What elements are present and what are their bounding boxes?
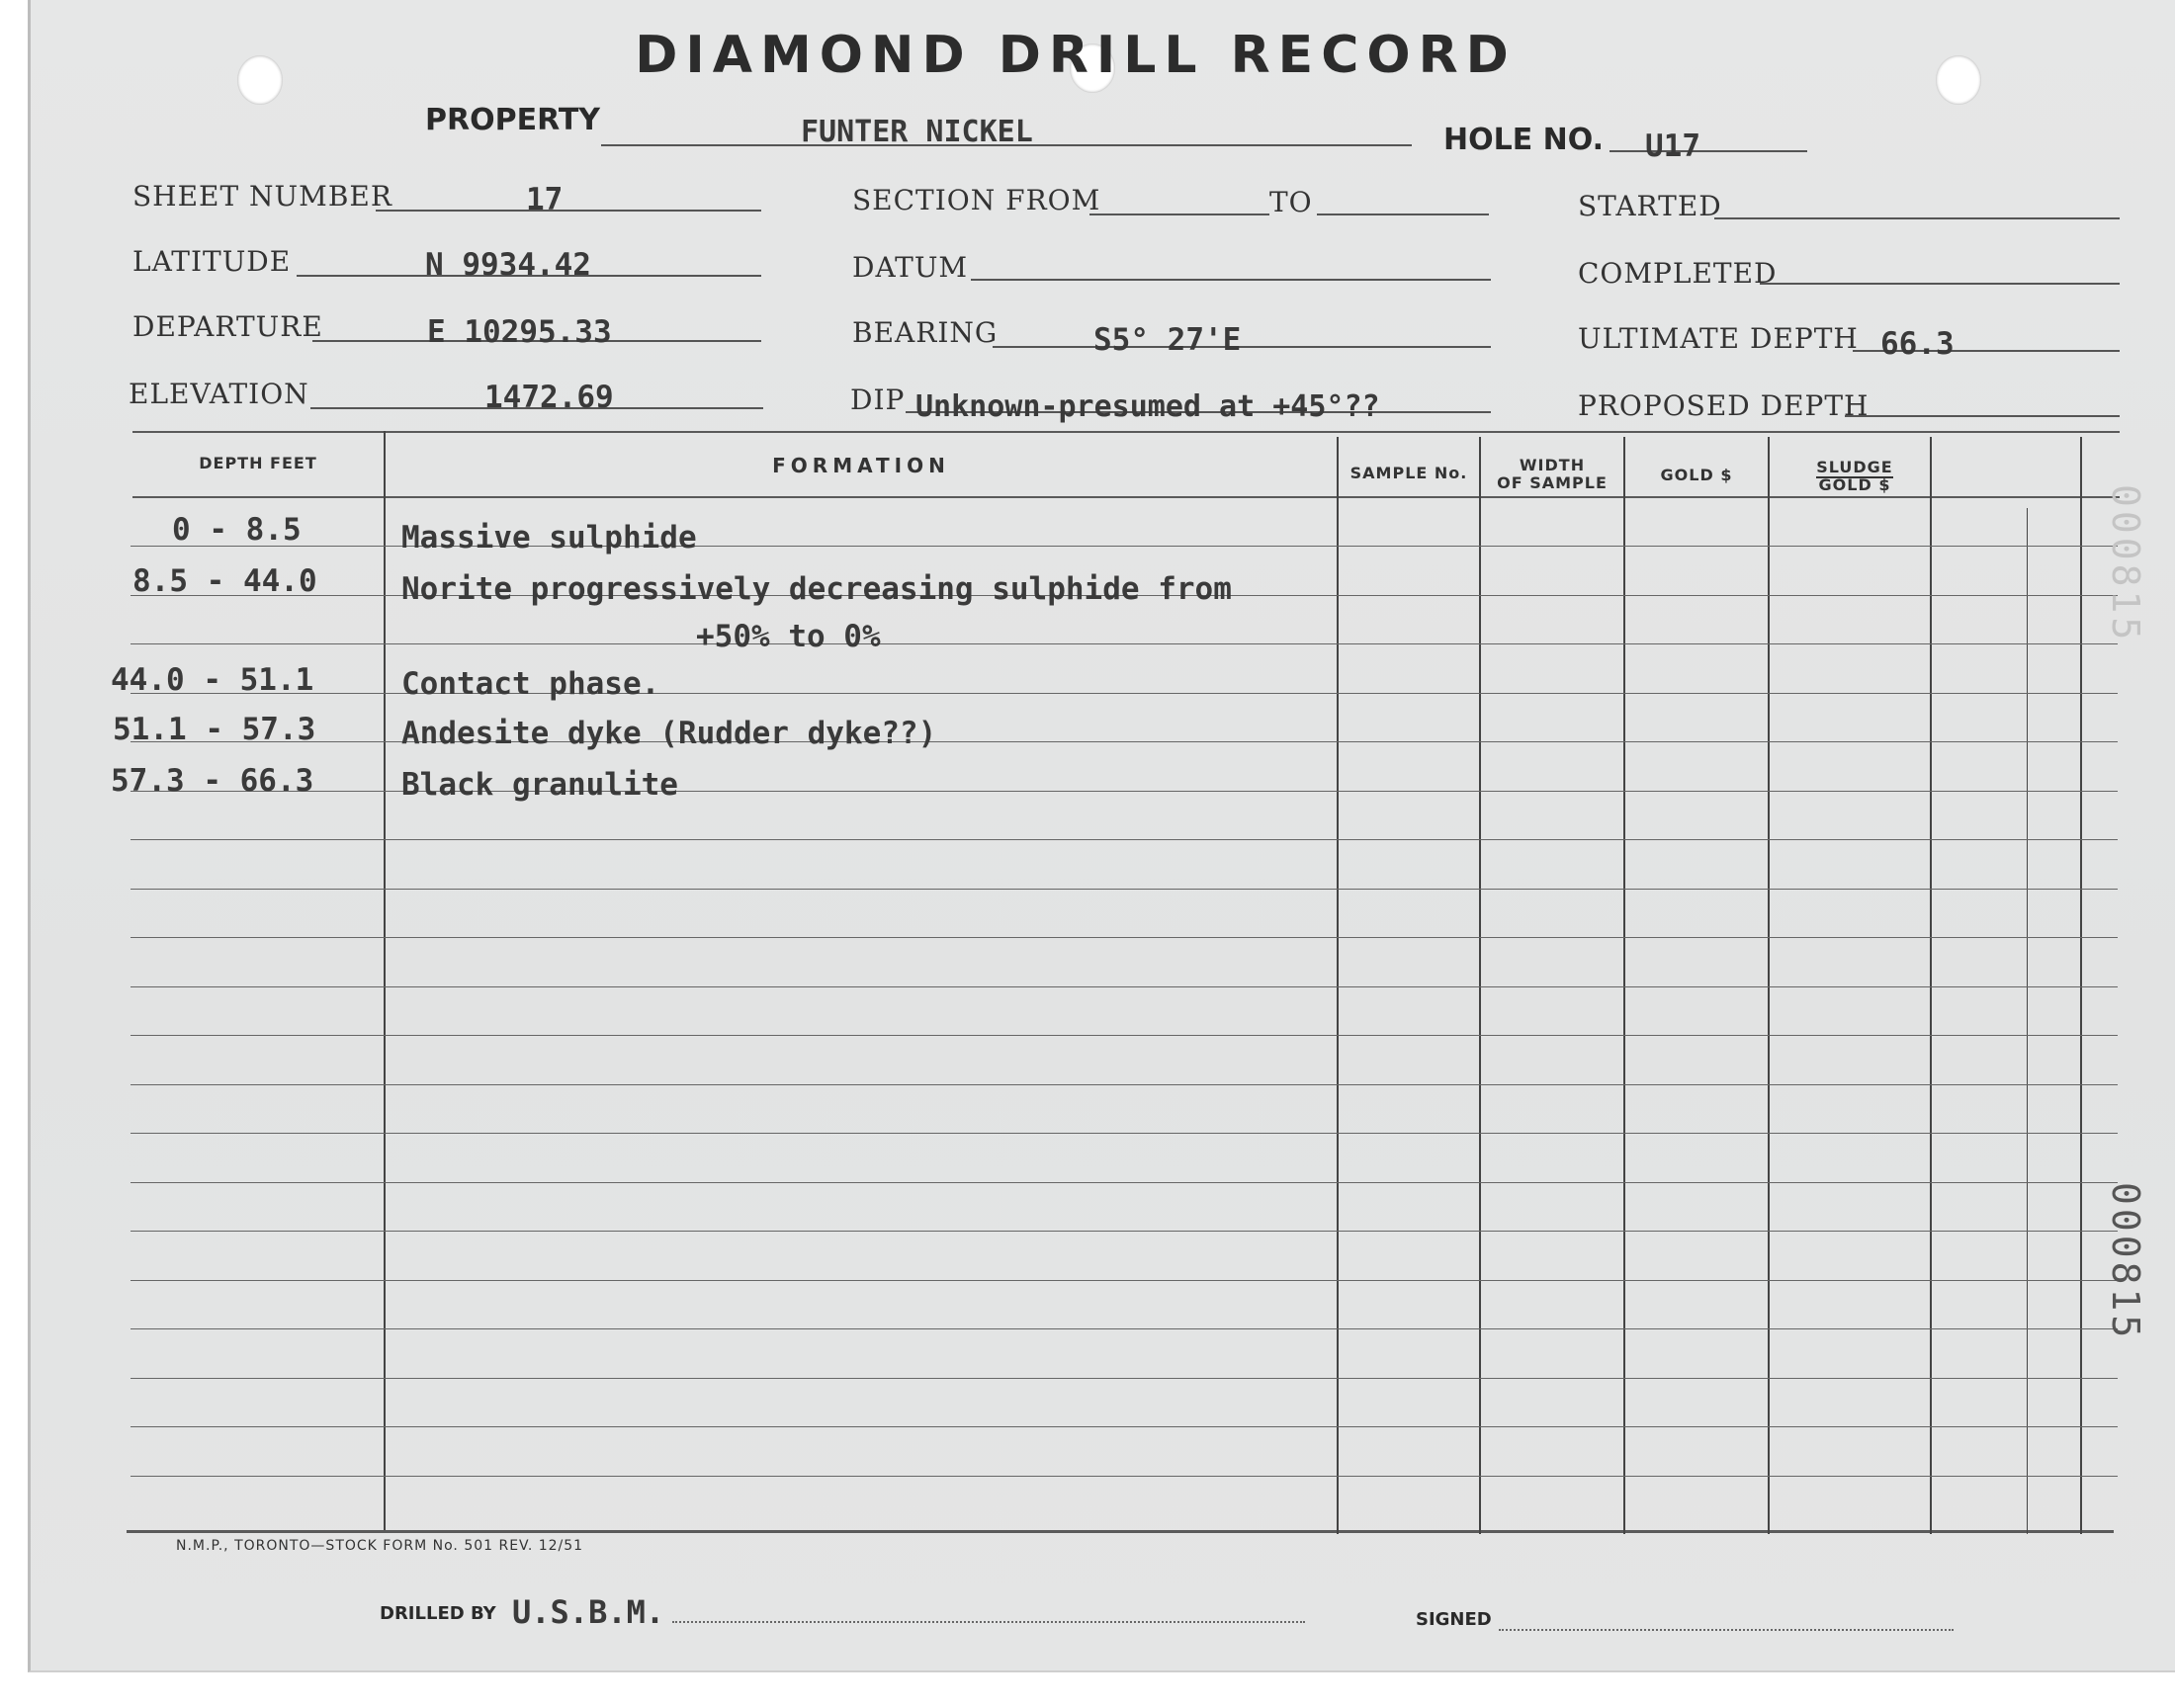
- datum-line: [971, 279, 1491, 281]
- drill-record-sheet: [28, 0, 2175, 1672]
- row-depth: 51.1 - 57.3: [113, 712, 316, 747]
- sheet-number-label: SHEET NUMBER: [132, 180, 392, 213]
- latitude-value: N 9934.42: [425, 247, 591, 283]
- stock-form-note: N.M.P., TORONTO—STOCK FORM No. 501 REV. 12/51: [176, 1538, 584, 1554]
- header-width-line2: OF SAMPLE: [1497, 473, 1608, 492]
- col-divider-extra: [2027, 508, 2028, 1534]
- side-stamp-upper: 000815: [2104, 484, 2147, 644]
- table-rule-line: [130, 1133, 2118, 1134]
- bearing-line: [993, 346, 1491, 348]
- section-from-line: [1089, 214, 1269, 215]
- form-title: DIAMOND DRILL RECORD: [635, 26, 1517, 85]
- header-depth-feet: DEPTH FEET: [199, 454, 317, 472]
- table-rule-line: [130, 839, 2118, 840]
- table-rule-line: [130, 643, 2118, 644]
- drilled-by-label: DRILLED BY: [380, 1603, 496, 1624]
- table-rule-line: [130, 937, 2118, 938]
- header-sludge: [1770, 459, 1940, 494]
- to-label: TO: [1269, 186, 1313, 218]
- departure-label: DEPARTURE: [132, 310, 323, 343]
- table-rule-line: [130, 1182, 2118, 1183]
- row-formation: Massive sulphide: [401, 520, 697, 555]
- table-rule-line: [130, 1476, 2118, 1477]
- row-formation: Norite progressively decreasing sulphide from: [401, 571, 1232, 607]
- elevation-value: 1472.69: [484, 380, 614, 415]
- table-bottom-border: [127, 1530, 2114, 1533]
- hole-no-value: U17: [1645, 128, 1700, 164]
- table-rule-line: [130, 1328, 2118, 1329]
- row-depth: 0 - 8.5: [172, 512, 302, 548]
- col-divider-sludge: [1930, 437, 1932, 1534]
- header-width-line1: WIDTH: [1519, 456, 1586, 474]
- latitude-label: LATITUDE: [132, 245, 292, 278]
- table-top-border: [132, 431, 2120, 433]
- row-depth: 44.0 - 51.1: [111, 662, 314, 698]
- header-sludge-line1: SLUDGE: [1816, 458, 1893, 476]
- header-width: [1481, 457, 1623, 492]
- row-formation: Contact phase.: [401, 666, 660, 702]
- table-rule-line: [130, 986, 2118, 987]
- table-rule-line: [130, 889, 2118, 890]
- row-depth: 8.5 - 44.0: [132, 563, 317, 599]
- property-label: PROPERTY: [425, 103, 601, 137]
- elevation-label: ELEVATION: [129, 378, 309, 410]
- hole-no-label: HOLE NO.: [1443, 123, 1605, 157]
- table-header-bottom: [132, 496, 2120, 498]
- row-formation: Andesite dyke (Rudder dyke??): [401, 716, 937, 751]
- table-rule-line: [130, 1035, 2118, 1036]
- hole-no-line: [1610, 150, 1807, 152]
- section-from-label: SECTION FROM: [852, 184, 1101, 216]
- row-formation: Black granulite: [401, 767, 678, 803]
- departure-value: E 10295.33: [427, 314, 612, 350]
- property-value: FUNTER NICKEL: [801, 115, 1033, 149]
- bearing-label: BEARING: [852, 316, 999, 349]
- started-label: STARTED: [1578, 190, 1722, 222]
- dip-value: Unknown-presumed at +45°??: [915, 389, 1380, 424]
- to-line: [1317, 214, 1489, 215]
- col-divider-width: [1623, 437, 1625, 1534]
- proposed-depth-line: [1845, 415, 2120, 417]
- table-rule-line: [130, 1084, 2118, 1085]
- table-rule-line: [130, 1378, 2118, 1379]
- datum-label: DATUM: [852, 251, 969, 284]
- dip-label: DIP: [850, 384, 906, 416]
- completed-line: [1760, 283, 2120, 285]
- drilled-by-line: [672, 1621, 1305, 1623]
- header-sample-no: SAMPLE No.: [1349, 464, 1468, 482]
- table-rule-line: [130, 1426, 2118, 1427]
- col-divider-sample: [1479, 437, 1481, 1534]
- header-gold: GOLD $: [1660, 466, 1733, 484]
- table-rule-line: [130, 1280, 2118, 1281]
- started-line: [1714, 217, 2120, 219]
- col-divider-right: [2080, 437, 2082, 1534]
- col-divider-gold: [1768, 437, 1770, 1534]
- ultimate-depth-value: 66.3: [1880, 326, 1955, 362]
- col-divider-formation: [1337, 437, 1339, 1534]
- header-formation: FORMATION: [772, 454, 950, 477]
- side-stamp-lower: 000815: [2104, 1182, 2147, 1342]
- signed-label: SIGNED: [1416, 1609, 1492, 1630]
- row-formation: +50% to 0%: [696, 619, 881, 654]
- table-rule-line: [130, 1231, 2118, 1232]
- proposed-depth-label: PROPOSED DEPTH: [1578, 389, 1870, 422]
- sheet-number-value: 17: [526, 182, 564, 217]
- signed-line: [1499, 1629, 1954, 1631]
- ultimate-depth-label: ULTIMATE DEPTH: [1578, 322, 1859, 355]
- completed-label: COMPLETED: [1578, 257, 1778, 290]
- drilled-by-value: U.S.B.M.: [512, 1593, 665, 1631]
- row-depth: 57.3 - 66.3: [111, 763, 314, 799]
- sheet-number-line: [376, 210, 761, 212]
- header-sludge-line2: GOLD $: [1818, 475, 1891, 494]
- bearing-value: S5° 27'E: [1093, 322, 1242, 358]
